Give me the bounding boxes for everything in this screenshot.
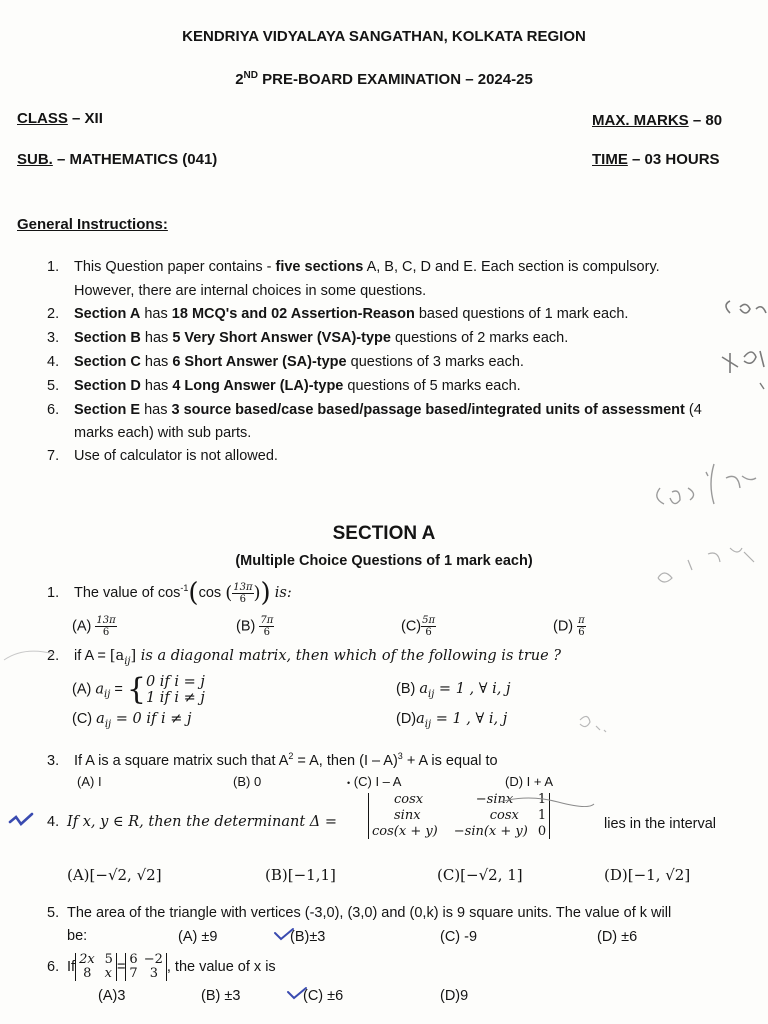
paren: ( xyxy=(188,578,199,608)
instruction-4 xyxy=(47,354,524,370)
subscript: ij xyxy=(428,688,435,700)
q1-option-b xyxy=(236,615,274,638)
det-cell: 7 xyxy=(129,966,138,981)
instruction-text: has xyxy=(140,378,173,394)
time-value: – 03 HOURS xyxy=(627,151,720,168)
margin-scribble-icon xyxy=(498,792,598,812)
subscript: ij xyxy=(104,689,111,701)
superscript: 3 xyxy=(397,751,403,761)
det-cell: −sin(x + y) xyxy=(453,824,528,839)
q5-option-c: (C) -9 xyxy=(440,929,478,945)
matrix-symbol: ] xyxy=(130,648,137,664)
question-text: if A = xyxy=(74,648,110,664)
instruction-7 xyxy=(47,448,278,464)
question-number: 4. xyxy=(47,814,60,830)
det-row xyxy=(79,967,113,981)
question-6 xyxy=(47,953,276,981)
q3-option-a: (A) I xyxy=(77,774,102,789)
instruction-bold: Section B xyxy=(74,330,141,346)
superscript: -1 xyxy=(180,583,189,593)
question-number: 6. xyxy=(47,959,60,975)
instruction-1 xyxy=(47,259,660,275)
option-label: (D) xyxy=(396,711,417,727)
option-label: (A) xyxy=(72,618,92,635)
instruction-bold: 5 Very Short Answer (VSA)-type xyxy=(172,330,391,346)
fraction xyxy=(95,615,116,638)
q4-tail: lies in the interval xyxy=(604,816,717,832)
instruction-bold: Section C xyxy=(74,354,141,370)
instruction-text: Use of calculator is not allowed. xyxy=(74,448,278,464)
question-text: If xyxy=(67,959,76,975)
math-var: a xyxy=(96,711,105,727)
instruction-num: 5. xyxy=(47,378,60,394)
case-1: 0 if i = j xyxy=(145,673,205,690)
marks-label: MAX. MARKS xyxy=(592,112,689,129)
margin-scribble-icon xyxy=(700,295,768,405)
det-cell: 2x xyxy=(79,952,95,967)
fraction xyxy=(421,615,436,638)
option-label: (C) xyxy=(72,711,97,727)
exam-number: 2 xyxy=(235,71,244,88)
instructions-heading: General Instructions: xyxy=(17,216,168,233)
fraction-num: 5π xyxy=(422,615,436,626)
q4-option-a: (A)[−√2, √2] xyxy=(67,866,162,884)
question-4 xyxy=(47,814,337,830)
subject-label: SUB. xyxy=(17,151,53,168)
instruction-text: has xyxy=(140,402,172,418)
class-value: – XII xyxy=(67,110,103,127)
question-5 xyxy=(47,905,671,921)
marks-line xyxy=(592,112,722,129)
marks-value: – 80 xyxy=(688,112,723,129)
paren: ) xyxy=(260,578,271,608)
q3-option-b: (B) 0 xyxy=(233,774,262,789)
class-line xyxy=(17,110,103,127)
instruction-text: This Question paper contains - xyxy=(74,259,276,275)
q4-option-b: (B)[−1,1] xyxy=(265,866,336,884)
instruction-text: has xyxy=(140,306,172,322)
question-text: The value of cos xyxy=(74,584,181,601)
instruction-bold: 3 source based/case based/passage based/integrated units of assessment xyxy=(171,402,685,418)
fraction-den: 6 xyxy=(263,627,271,638)
det-cell: −sinx xyxy=(475,792,514,807)
fraction-num: π xyxy=(578,615,585,626)
instruction-text: based questions of 1 mark each. xyxy=(414,306,629,322)
instruction-6 xyxy=(47,402,702,418)
matrix-symbol: [a xyxy=(109,648,125,664)
option-text: = 0 if i ≠ j xyxy=(111,711,192,727)
det-cell: 6 xyxy=(129,952,138,967)
question-number: 3. xyxy=(47,752,60,769)
time-line xyxy=(592,151,720,168)
question-text: is: xyxy=(274,584,292,601)
instruction-1-cont: However, there are internal choices in some questions. xyxy=(74,283,427,299)
instruction-bold: 4 Long Answer (LA)-type xyxy=(172,378,344,394)
question-2 xyxy=(47,648,561,667)
instruction-text: (4 xyxy=(684,402,702,418)
instruction-5 xyxy=(47,378,521,394)
question-number: 5. xyxy=(47,905,60,921)
question-3 xyxy=(47,751,498,769)
option-label: (C) xyxy=(401,618,422,635)
instruction-bold: Section D xyxy=(74,378,141,394)
question-text: If A is a square matrix such that A xyxy=(74,752,289,769)
q6-option-d: (D)9 xyxy=(440,988,469,1004)
instruction-text: questions of 2 marks each. xyxy=(390,330,569,346)
instruction-num: 2. xyxy=(47,306,60,322)
margin-scribble-icon xyxy=(648,448,768,588)
det-cell: 1 xyxy=(537,792,547,807)
section-title: SECTION A xyxy=(332,523,436,544)
option-text: (C) I – A xyxy=(353,774,402,789)
det-cell: 1 xyxy=(537,808,547,823)
question-1 xyxy=(47,578,292,608)
q5-option-a: (A) ±9 xyxy=(178,929,218,945)
det-row xyxy=(129,953,162,967)
option-text: = 1 , ∀ i, j xyxy=(434,681,511,697)
instruction-bold: Section E xyxy=(74,402,141,418)
brace: { xyxy=(126,672,146,707)
q3-option-d: (D) I + A xyxy=(505,774,554,789)
instruction-text: has xyxy=(140,354,173,370)
exam-rest: PRE-BOARD EXAMINATION – 2024-25 xyxy=(258,71,533,88)
det-row xyxy=(372,823,546,839)
q1-option-d xyxy=(553,615,586,638)
q6-option-a: (A)3 xyxy=(98,988,126,1004)
option-label: (D) xyxy=(553,618,574,635)
instruction-text: questions of 5 marks each. xyxy=(343,378,521,394)
det-cell: x xyxy=(104,966,113,981)
section-subtitle: (Multiple Choice Questions of 1 mark each) xyxy=(235,553,533,569)
q6-determinant-right xyxy=(125,953,166,981)
instruction-bold: Section A xyxy=(74,306,141,322)
math-var: a xyxy=(419,681,429,697)
subscript: ij xyxy=(104,718,112,730)
question-text: + A is equal to xyxy=(402,752,498,769)
subscript: ij xyxy=(124,655,131,667)
det-cell: cos(x + y) xyxy=(372,824,438,839)
instruction-6-cont: marks each) with sub parts. xyxy=(74,425,252,441)
exam-sup: ND xyxy=(243,70,258,81)
question-text: , the value of x is xyxy=(166,959,276,975)
fraction-num: 13π xyxy=(233,581,253,593)
instruction-3 xyxy=(47,330,568,346)
instruction-text: has xyxy=(140,330,173,346)
check-mark-icon xyxy=(8,812,34,828)
instruction-bold: 18 MCQ's and 02 Assertion-Reason xyxy=(171,306,415,322)
instruction-text: questions of 3 marks each. xyxy=(346,354,524,370)
instruction-text: A, B, C, D and E. Each section is compulsory. xyxy=(363,259,660,275)
math-op: = xyxy=(110,681,127,698)
fraction-den: 6 xyxy=(578,627,585,638)
q1-option-c xyxy=(401,615,436,638)
subscript: ij xyxy=(424,718,432,730)
paren: ) xyxy=(253,582,261,604)
instruction-num: 4. xyxy=(47,354,60,370)
q2-option-a xyxy=(72,672,205,707)
instruction-num: 3. xyxy=(47,330,60,346)
q4-option-d: (D)[−1, √2] xyxy=(604,866,691,884)
fraction-num: 13π xyxy=(96,615,116,626)
question-5-cont: be: xyxy=(67,928,88,944)
instruction-num: 7. xyxy=(47,448,60,464)
instruction-bold: five sections xyxy=(275,259,364,275)
option-label: (A) xyxy=(72,681,96,698)
option-text: = 1 , ∀ i, j xyxy=(431,711,508,727)
q4-option-c: (C)[−√2, 1] xyxy=(437,866,523,884)
time-label: TIME xyxy=(592,151,628,168)
option-label: (B) xyxy=(396,681,420,697)
q6-determinant-left xyxy=(75,953,117,981)
math-var: a xyxy=(416,711,425,727)
bullet-mark: • xyxy=(347,778,351,788)
question-text: The area of the triangle with vertices (-3,0), (3,0) and (0,k) is 9 square units. The value of k will xyxy=(67,905,672,921)
instruction-num: 1. xyxy=(47,259,60,275)
fraction-den: 6 xyxy=(239,593,247,605)
det-cell: 3 xyxy=(149,966,158,981)
q5-option-d: (D) ±6 xyxy=(597,929,638,945)
q2-option-b xyxy=(396,681,510,700)
cases xyxy=(146,674,205,706)
org-title: KENDRIYA VIDYALAYA SANGATHAN, KOLKATA REGION xyxy=(182,28,586,45)
instruction-bold: 6 Short Answer (SA)-type xyxy=(172,354,347,370)
determinant-table xyxy=(129,953,162,981)
exam-title xyxy=(0,70,768,88)
fraction-den: 6 xyxy=(425,627,432,638)
margin-scribble-icon xyxy=(0,640,60,670)
subject-value: – MATHEMATICS (041) xyxy=(52,151,218,168)
q1-option-a xyxy=(72,615,117,638)
paren: ( xyxy=(225,582,233,604)
q2-option-d xyxy=(396,711,507,730)
question-text: If x, y ∈ R, then the determinant Δ = xyxy=(67,814,338,830)
det-cell: 5 xyxy=(104,952,113,967)
question-number: 2. xyxy=(47,648,60,664)
det-cell: −2 xyxy=(143,952,163,967)
det-row xyxy=(129,967,162,981)
superscript: 2 xyxy=(288,751,294,761)
q6-option-c: (C) ±6 xyxy=(303,988,344,1004)
fraction xyxy=(259,615,274,638)
fraction-num: 7π xyxy=(260,615,274,626)
fraction xyxy=(577,615,586,638)
q5-option-b: (B)±3 xyxy=(290,929,326,945)
fraction-den: 6 xyxy=(102,627,110,638)
question-text: = A, then (I – A) xyxy=(293,752,398,769)
margin-scribble-icon xyxy=(560,700,620,740)
option-label: (B) xyxy=(236,618,256,635)
subject-line xyxy=(17,151,217,168)
q3-option-c xyxy=(347,774,401,789)
fraction xyxy=(232,582,253,605)
class-label: CLASS xyxy=(17,110,68,127)
det-cell: 0 xyxy=(537,824,547,839)
q2-option-c xyxy=(72,711,191,730)
instruction-num: 6. xyxy=(47,402,60,418)
question-text: cos xyxy=(198,584,222,601)
q6-option-b: (B) ±3 xyxy=(201,988,241,1004)
case-2: 1 if i ≠ j xyxy=(145,689,205,706)
instruction-2 xyxy=(47,306,628,322)
det-row xyxy=(79,953,113,967)
math-op: = xyxy=(116,959,126,975)
determinant-table xyxy=(79,953,113,981)
det-cell: 8 xyxy=(83,966,92,981)
question-number: 1. xyxy=(47,584,60,601)
question-text: is a diagonal matrix, then which of the following is true ? xyxy=(136,648,562,664)
math-var: a xyxy=(95,681,105,698)
det-cell: sinx xyxy=(394,808,421,823)
det-cell: cosx xyxy=(394,792,424,807)
det-cell: cosx xyxy=(489,808,519,823)
